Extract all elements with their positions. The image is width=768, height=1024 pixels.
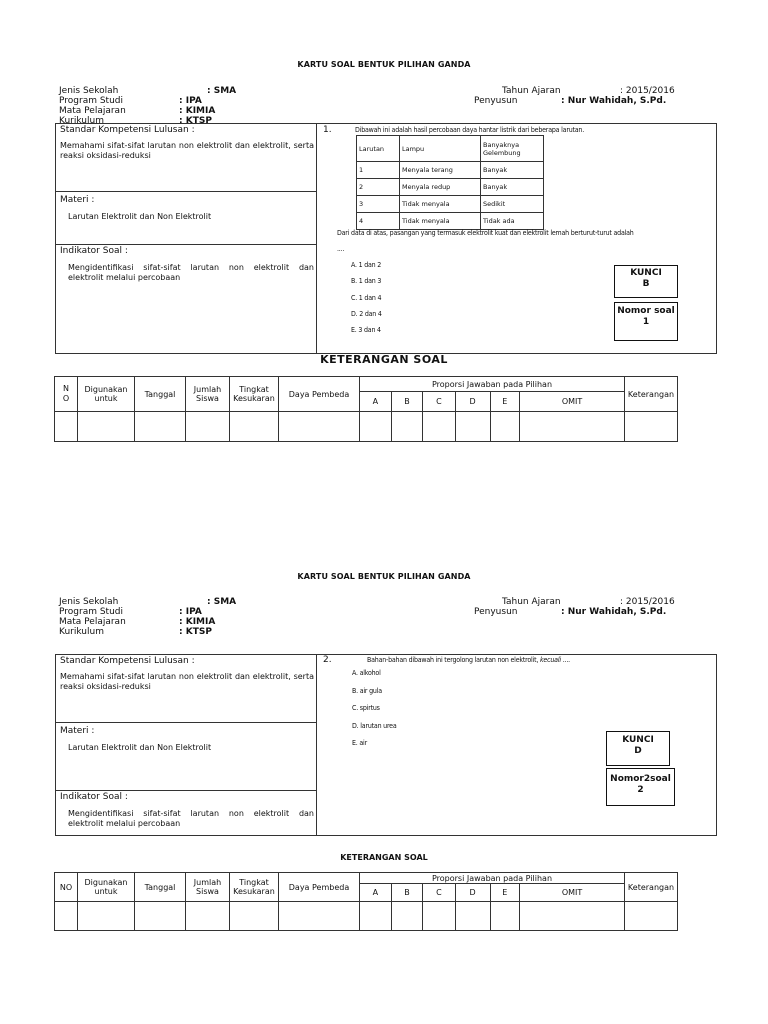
question-text-2: Dari data di atas, pasangan yang termasuk elektrolit kuat dan elektrolit lemah berturut-turut adalah .... <box>337 229 634 253</box>
tahun-label: Tahun Ajaran <box>502 597 561 607</box>
kurikulum-value: : KTSP <box>179 116 212 126</box>
skl-label: Standar Kompetensi Lulusan : <box>60 656 195 666</box>
lamp-header: Larutan <box>357 136 400 162</box>
kurikulum-label: Kurikulum <box>59 116 104 126</box>
question-main: Bahan-bahan dibawah ini tergolong larutan non elektrolit, <box>367 656 539 664</box>
table-row <box>357 196 544 213</box>
ket-header-proporsi: Proporsi Jawaban pada Pilihan <box>360 377 625 392</box>
option-d: D. larutan urea <box>352 721 397 730</box>
jenis-label: Jenis Sekolah <box>59 597 119 607</box>
indikator-text: Mengidentifikasi sifat-sifat larutan non elektrolit dan elektrolit melalui percobaan <box>68 263 314 282</box>
skl-label: Standar Kompetensi Lulusan : <box>60 125 195 135</box>
mapel-label: Mata Pelajaran <box>59 106 126 116</box>
ket-sub-header: OMIT <box>520 884 625 902</box>
header-left <box>59 86 236 126</box>
ket-header: NO <box>55 873 78 902</box>
indikator-text: Mengidentifikasi sifat-sifat larutan non elektrolit dan elektrolit melalui percobaan <box>68 809 314 828</box>
lamp-cell: 1 <box>357 162 400 179</box>
options-list <box>351 257 382 338</box>
skl-box <box>55 654 317 723</box>
ket-cell[interactable] <box>455 412 490 442</box>
kunci-label: KUNCI <box>622 735 654 745</box>
nomor-box <box>614 302 678 341</box>
ket-cell[interactable] <box>279 412 360 442</box>
penyusun-label: Penyusun <box>474 96 518 106</box>
lamp-cell: 2 <box>357 179 400 196</box>
ket-table <box>54 376 678 442</box>
header-right-2 <box>474 607 666 617</box>
lamp-cell: Menyala terang <box>400 162 481 179</box>
materi-box <box>55 722 317 791</box>
mapel-value: : KIMIA <box>179 617 216 627</box>
skl-text: Memahami sifat-sifat larutan non elektrolit dan elektrolit, serta reaksi oksidasi-reduksi <box>60 672 314 691</box>
materi-label: Materi : <box>60 726 95 736</box>
ket-cell[interactable] <box>490 902 520 931</box>
ket-cell[interactable] <box>78 412 135 442</box>
kunci-value: D <box>634 746 642 756</box>
kunci-value: B <box>642 279 650 289</box>
ket-cell[interactable] <box>360 902 392 931</box>
indikator-box <box>55 244 317 354</box>
ket-sub-header: C <box>423 392 455 412</box>
option-a: A. alkohol <box>352 669 381 677</box>
ket-cell[interactable] <box>78 902 135 931</box>
ket-title: KETERANGAN SOAL <box>340 853 428 862</box>
table-row <box>55 902 678 931</box>
ket-cell[interactable] <box>135 902 186 931</box>
nomor-box <box>606 768 675 806</box>
lamp-table <box>356 135 544 230</box>
lamp-cell: Sedikit <box>481 196 544 213</box>
indikator-label: Indikator Soal : <box>60 246 128 256</box>
card-title: KARTU SOAL BENTUK PILIHAN GANDA <box>297 60 471 69</box>
ket-header: Tingkat Kesukaran <box>230 377 279 412</box>
skl-text: Memahami sifat-sifat larutan non elektrolit dan elektrolit, serta reaksi oksidasi-reduksi <box>60 141 314 160</box>
ket-cell[interactable] <box>455 902 490 931</box>
prodi-label: Program Studi <box>59 96 123 106</box>
ket-cell[interactable] <box>625 412 678 442</box>
nomor-value: 1 <box>642 317 650 327</box>
table-row <box>357 162 544 179</box>
ket-header: Jumlah Siswa <box>186 377 230 412</box>
header-left <box>59 597 236 637</box>
option-a: A. 1 dan 2 <box>351 261 382 269</box>
kurikulum-label: Kurikulum <box>59 627 104 637</box>
header-right-2 <box>474 96 666 106</box>
option-e: E. 3 dan 4 <box>351 326 381 335</box>
penyusun-value: : Nur Wahidah, S.Pd. <box>561 607 667 617</box>
ket-cell[interactable] <box>186 902 230 931</box>
ket-cell[interactable] <box>186 412 230 442</box>
ket-sub-header: B <box>391 884 423 902</box>
ket-cell[interactable] <box>625 902 678 931</box>
ket-cell[interactable] <box>360 412 392 442</box>
ket-cell[interactable] <box>520 412 625 442</box>
nomor-label: Nomor soal <box>617 306 675 316</box>
header-right-1 <box>502 86 675 96</box>
ket-cell[interactable] <box>520 902 625 931</box>
ket-cell[interactable] <box>135 412 186 442</box>
ket-sub-header: C <box>423 884 455 902</box>
kunci-box <box>606 731 670 766</box>
ket-sub-header: A <box>360 884 392 902</box>
ket-cell[interactable] <box>490 412 520 442</box>
question-italic: kecuali <box>539 656 561 664</box>
card-title: KARTU SOAL BENTUK PILIHAN GANDA <box>297 572 471 581</box>
lamp-cell: 4 <box>357 213 400 230</box>
jenis-value: : SMA <box>207 86 237 96</box>
ket-sub-header: B <box>391 392 423 412</box>
indikator-label: Indikator Soal : <box>60 792 128 802</box>
materi-text: Larutan Elektrolit dan Non Elektrolit <box>68 212 212 221</box>
ket-header: Keterangan <box>625 873 678 902</box>
option-b: B. 1 dan 3 <box>351 277 382 286</box>
kunci-label: KUNCI <box>630 268 662 278</box>
lamp-cell: Banyak <box>481 179 544 196</box>
ket-title: KETERANGAN SOAL <box>320 353 448 366</box>
mapel-label: Mata Pelajaran <box>59 617 126 627</box>
penyusun-label: Penyusun <box>474 607 518 617</box>
option-c: C. spirtus <box>352 704 380 712</box>
prodi-label: Program Studi <box>59 607 123 617</box>
option-b: B. air gula <box>352 686 382 695</box>
materi-label: Materi : <box>60 195 95 205</box>
question-text: Dibawah ini adalah hasil percobaan daya hantar listrik dari beberapa larutan. <box>355 126 585 134</box>
tahun-value: : 2015/2016 <box>620 86 675 96</box>
options-list <box>352 665 397 753</box>
ket-header: Tingkat Kesukaran <box>230 873 279 902</box>
tahun-value: : 2015/2016 <box>620 597 675 607</box>
header-right-1 <box>502 597 675 607</box>
lamp-cell: Menyala redup <box>400 179 481 196</box>
nomor-value: 2 <box>637 785 644 795</box>
ket-header: Tanggal <box>135 873 186 902</box>
lamp-cell: Tidak menyala <box>400 196 481 213</box>
materi-text: Larutan Elektrolit dan Non Elektrolit <box>68 743 212 752</box>
ket-sub-header: E <box>490 884 520 902</box>
lamp-header: Banyaknya Gelembung <box>481 136 544 162</box>
question-number: 2. <box>323 655 332 665</box>
ket-cell[interactable] <box>423 412 455 442</box>
ket-table <box>54 872 678 931</box>
ket-header: Digunakan untuk <box>78 873 135 902</box>
option-e: E. air <box>352 739 367 747</box>
ket-sub-header: A <box>360 392 392 412</box>
ket-cell[interactable] <box>391 412 423 442</box>
lamp-cell: Tidak ada <box>481 213 544 230</box>
ket-header: Tanggal <box>135 377 186 412</box>
ket-sub-header: E <box>490 392 520 412</box>
table-row <box>55 412 678 442</box>
ket-header-no: N O <box>55 377 78 412</box>
tahun-label: Tahun Ajaran <box>502 86 561 96</box>
lamp-header: Lampu <box>400 136 481 162</box>
prodi-value: : IPA <box>179 96 202 106</box>
lamp-cell: Banyak <box>481 162 544 179</box>
kunci-box <box>614 265 678 298</box>
materi-box <box>55 191 317 245</box>
kurikulum-value: : KTSP <box>179 627 212 637</box>
lamp-cell: 3 <box>357 196 400 213</box>
indikator-box <box>55 790 317 836</box>
ket-cell[interactable] <box>391 902 423 931</box>
ket-header: Jumlah Siswa <box>186 873 230 902</box>
question-number: 1. <box>323 125 332 135</box>
jenis-value: : SMA <box>207 597 237 607</box>
nomor-label: Nomor2soal <box>610 774 671 784</box>
ket-header: Daya Pembeda <box>279 873 360 902</box>
option-c: C. 1 dan 4 <box>351 293 382 302</box>
skl-box <box>55 123 317 192</box>
ket-cell[interactable] <box>230 412 279 442</box>
prodi-value: : IPA <box>179 607 202 617</box>
ket-cell[interactable] <box>230 902 279 931</box>
ket-sub-header: OMIT <box>520 392 625 412</box>
ket-cell[interactable] <box>279 902 360 931</box>
penyusun-value: : Nur Wahidah, S.Pd. <box>561 96 667 106</box>
mapel-value: : KIMIA <box>179 106 216 116</box>
question-text <box>367 656 570 664</box>
option-d: D. 2 dan 4 <box>351 309 382 318</box>
ket-header: Digunakan untuk <box>78 377 135 412</box>
jenis-label: Jenis Sekolah <box>59 86 119 96</box>
ket-cell[interactable] <box>55 412 78 442</box>
ket-sub-header: D <box>455 392 490 412</box>
lamp-cell: Tidak menyala <box>400 213 481 230</box>
ket-cell[interactable] <box>423 902 455 931</box>
ket-header-proporsi: Proporsi Jawaban pada Pilihan <box>360 873 625 884</box>
ket-sub-header: D <box>455 884 490 902</box>
ket-header: Keterangan <box>625 377 678 412</box>
table-row <box>357 179 544 196</box>
ket-header: Daya Pembeda <box>279 377 360 412</box>
ket-cell[interactable] <box>55 902 78 931</box>
question-end: .... <box>560 656 570 664</box>
